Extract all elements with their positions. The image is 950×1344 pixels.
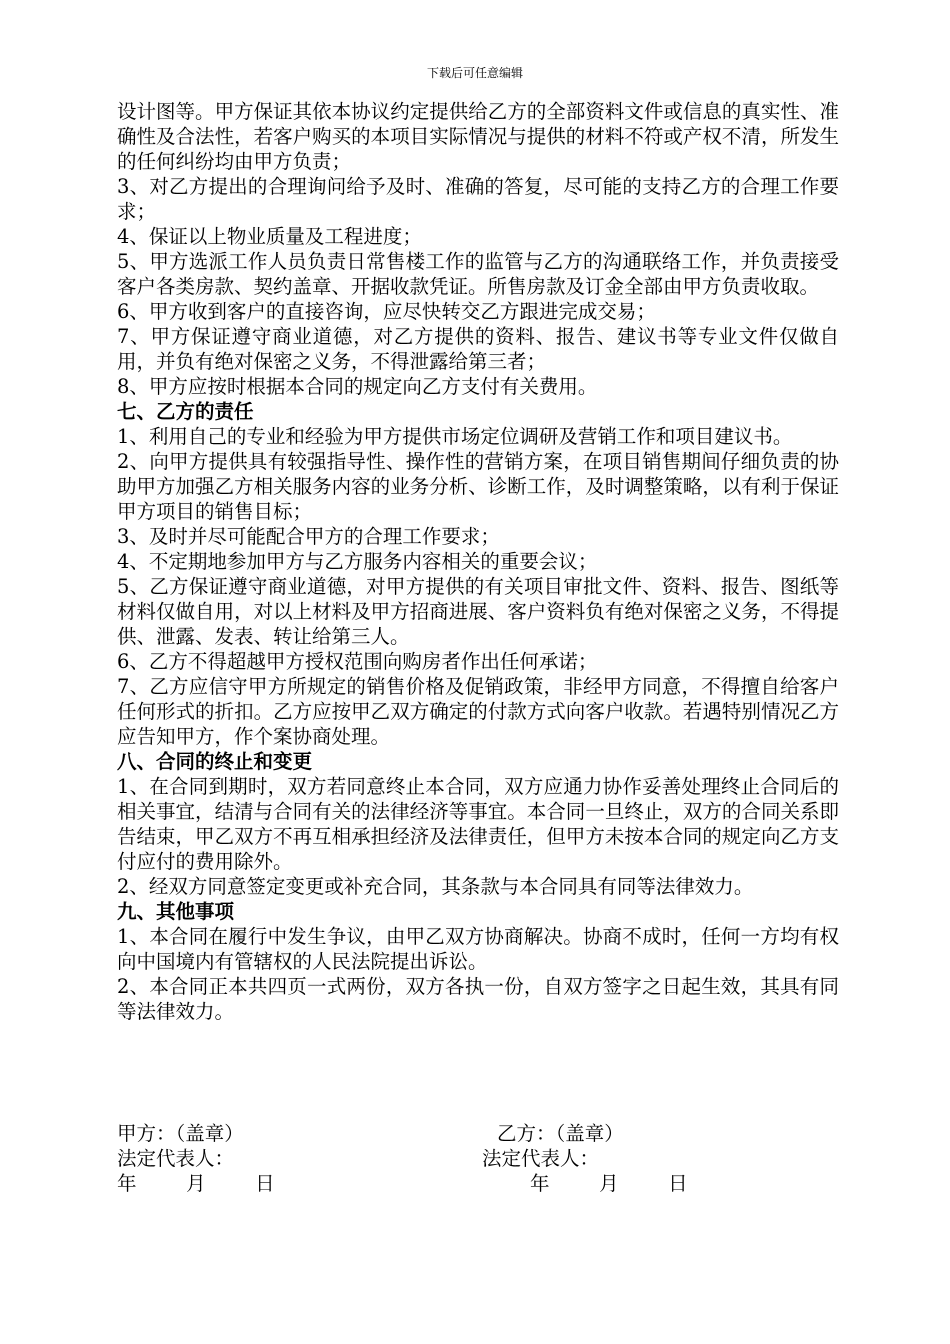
paragraph: 1、利用自己的专业和经验为甲方提供市场定位调研及营销工作和项目建议书。 [117, 425, 793, 448]
paragraph: 5、乙方保证遵守商业道德，对甲方提供的有关项目审批文件、资料、报告、图纸等材料仅做自用，对以上材料及甲方招商进展、客户资料负有绝对保密之义务，不得提供、泄露、发表、转让给第三人。 [117, 575, 839, 648]
paragraph: 1、本合同在履行中发生争议，由甲乙双方协商解决。协商不成时，任何一方均有权向中国境内有管辖权的人民法院提出诉讼。 [117, 925, 839, 973]
paragraph: 3、及时并尽可能配合甲方的合理工作要求； [117, 525, 500, 548]
section-heading: 九、其他事项 [117, 900, 235, 923]
paragraph: 2、向甲方提供具有较强指导性、操作性的营销方案，在项目销售期间仔细负责的协助甲方加强乙方相关服务内容的业务分析、诊断工作，及时调整策略，以有利于保证甲方项目的销售目标； [117, 450, 839, 523]
section-heading: 七、乙方的责任 [117, 400, 254, 423]
party-a-representative: 法定代表人： [117, 1147, 235, 1170]
party-a-seal: 甲方：（盖章） [117, 1122, 244, 1145]
party-a-date: 年 月 日 [117, 1172, 275, 1195]
paragraph: 7、乙方应信守甲方所规定的销售价格及促销政策，非经甲方同意，不得擅自给客户任何形式的折扣。乙方应按甲乙双方确定的付款方式向客户收款。若遇特别情况乙方应告知甲方，作个案协商处理。 [117, 675, 839, 748]
party-b-seal: 乙方：（盖章） [497, 1122, 624, 1145]
paragraph: 1、在合同到期时，双方若同意终止本合同，双方应通力协作妥善处理终止合同后的相关事宜，结清与合同有关的法律经济等事宜。本合同一旦终止，双方的合同关系即告结束，甲乙双方不再互相承担经济及法律责任，但甲方未按本合同的规定向乙方支付应付的费用除外。 [117, 775, 839, 873]
paragraph: 5、甲方选派工作人员负责日常售楼工作的监管与乙方的沟通联络工作，并负责接受客户各类房款、契约盖章、开据收款凭证。所售房款及订金全部由甲方负责收取。 [117, 250, 839, 298]
paragraph: 2、本合同正本共四页一式两份，双方各执一份，自双方签字之日起生效，其具有同等法律效力。 [117, 975, 839, 1023]
paragraph: 6、甲方收到客户的直接咨询，应尽快转交乙方跟进完成交易； [117, 300, 656, 323]
paragraph: 设计图等。甲方保证其依本协议约定提供给乙方的全部资料文件或信息的真实性、准确性及合法性，若客户购买的本项目实际情况与提供的材料不符或产权不清，所发生的任何纠纷均由甲方负责； [117, 100, 839, 173]
paragraph: 3、对乙方提出的合理询问给予及时、准确的答复，尽可能的支持乙方的合理工作要求； [117, 175, 839, 223]
paragraph: 6、乙方不得超越甲方授权范围向购房者作出任何承诺； [117, 650, 598, 673]
paragraph: 2、经双方同意签定变更或补充合同，其条款与本合同具有同等法律效力。 [117, 875, 754, 898]
paragraph: 4、保证以上物业质量及工程进度； [117, 225, 422, 248]
paragraph: 7、甲方保证遵守商业道德，对乙方提供的资料、报告、建议书等专业文件仅做自用，并负有绝对保密之义务，不得泄露给第三者； [117, 325, 839, 373]
party-b-date: 年 月 日 [530, 1172, 688, 1195]
section-heading: 八、合同的终止和变更 [117, 750, 313, 773]
paragraph: 4、不定期地参加甲方与乙方服务内容相关的重要会议； [117, 550, 598, 573]
party-b-representative: 法定代表人： [482, 1147, 600, 1170]
paragraph: 8、甲方应按时根据本合同的规定向乙方支付有关费用。 [117, 375, 598, 398]
contract-body [117, 99, 839, 1024]
page-header: 下载后可任意编辑 [426, 66, 523, 80]
